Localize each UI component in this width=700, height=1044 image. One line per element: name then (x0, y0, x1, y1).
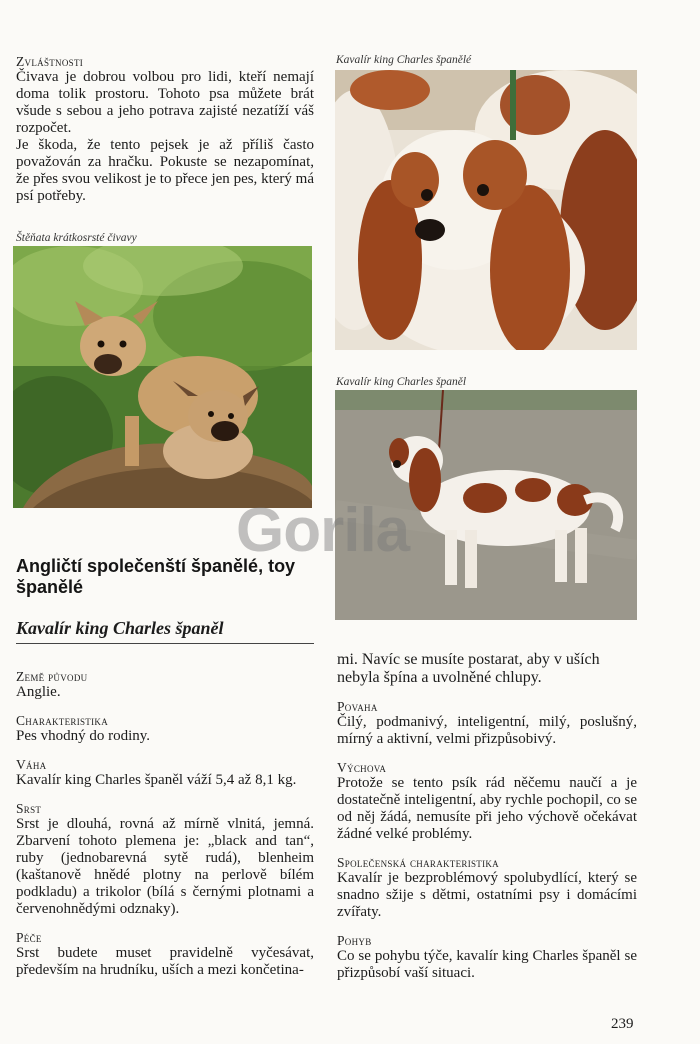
care-continuation: mi. Navíc se musíte postarat, aby v uších nebyla špína a uvolněné chlupy. (337, 651, 600, 686)
info-coat (16, 801, 314, 918)
info-weight (16, 757, 314, 789)
photo-cavalier-heads (335, 70, 637, 350)
info-value: Protože se tento psík rád něčemu naučí a je dostatečně inteligentní, aby rychle pochopil, co se od něj žádá, nemusíte při jeho výchově očekávat žádné velké problémy. (337, 775, 637, 842)
info-characteristics (16, 713, 314, 745)
section-label: Zvláštnosti (16, 54, 84, 69)
info-social (337, 855, 637, 921)
info-value: Co se pohybu týče, kavalír king Charles španěl se přizpůsobí vaší situaci. (337, 948, 637, 981)
right-column (337, 651, 637, 994)
info-value: Pes vhodný do rodiny. (16, 728, 151, 744)
info-value: Čilý, podmanivý, inteligentní, milý, poslušný, mírný a aktivní, velmi přizpůsobivý. (337, 714, 637, 747)
info-label: Péče (16, 930, 42, 945)
section-subtitle: Kavalír king Charles španěl (16, 618, 314, 644)
photo-chihuahua-puppies (13, 246, 312, 508)
info-label: Pohyb (337, 933, 372, 948)
caption-spaniel-heads: Kavalír king Charles španělé (336, 54, 472, 66)
spaniel-heads-illustration (335, 70, 637, 350)
info-label: Povaha (337, 699, 378, 714)
intro-block (16, 54, 314, 205)
info-label: Srst (16, 801, 42, 816)
caption-spaniel-standing: Kavalír king Charles španěl (336, 376, 467, 388)
info-value: Srst je dlouhá, rovná až mírně vlnitá, jemná. Zbarvení tohoto plemena je: „black and tan“, ruby (jednobarevná sytě rudá), blenheim (kaštanově hnědé plotny na perlově bílém podkladu) a trikolor (bílá s černými plotnami a červenohnědými odznaky). (16, 816, 314, 917)
puppies-illustration (13, 246, 312, 508)
info-value: Anglie. (16, 684, 61, 700)
info-label: Společenská charakteristika (337, 855, 499, 870)
page-number: 239 (611, 1016, 634, 1032)
caption-puppies: Štěňata krátkosrsté čivavy (16, 232, 137, 244)
section-title: Angličtí společenští španělé, toy španělé (16, 556, 296, 597)
info-label: Váha (16, 757, 47, 772)
info-origin (16, 669, 314, 701)
info-exercise (337, 933, 637, 982)
info-training (337, 760, 637, 843)
info-label: Charakteristika (16, 713, 108, 728)
info-value: Srst budete muset pravidelně vyčesávat, především na hrudníku, uších a mezi končetina- (16, 945, 314, 978)
paragraph: Čivava je dobrou volbou pro lidi, kteří nemají doma tolik prostoru. Tohoto psa můžete brát všude s sebou a jeho potrava zajisté nezatíží váš rozpočet. (16, 69, 314, 136)
intro-text (16, 69, 314, 205)
info-value: Kavalír je bezproblémový spolubydlící, který se snadno sžije s dětmi, ostatními psy i domácími zvířaty. (337, 870, 637, 920)
info-label: Výchova (337, 760, 387, 775)
info-label: Země původu (16, 669, 88, 684)
info-value: Kavalír king Charles španěl váží 5,4 až 8,1 kg. (16, 772, 297, 788)
paragraph: Je škoda, že tento pejsek je až příliš často považován za hračku. Pokuste se nezapomínat, že přes svou velikost je to přece jen pes, který má psí potřeby. (16, 137, 314, 204)
info-care (16, 930, 314, 979)
left-column (16, 669, 314, 991)
watermark-logo: Gorila (236, 496, 410, 565)
info-temperament (337, 699, 637, 748)
